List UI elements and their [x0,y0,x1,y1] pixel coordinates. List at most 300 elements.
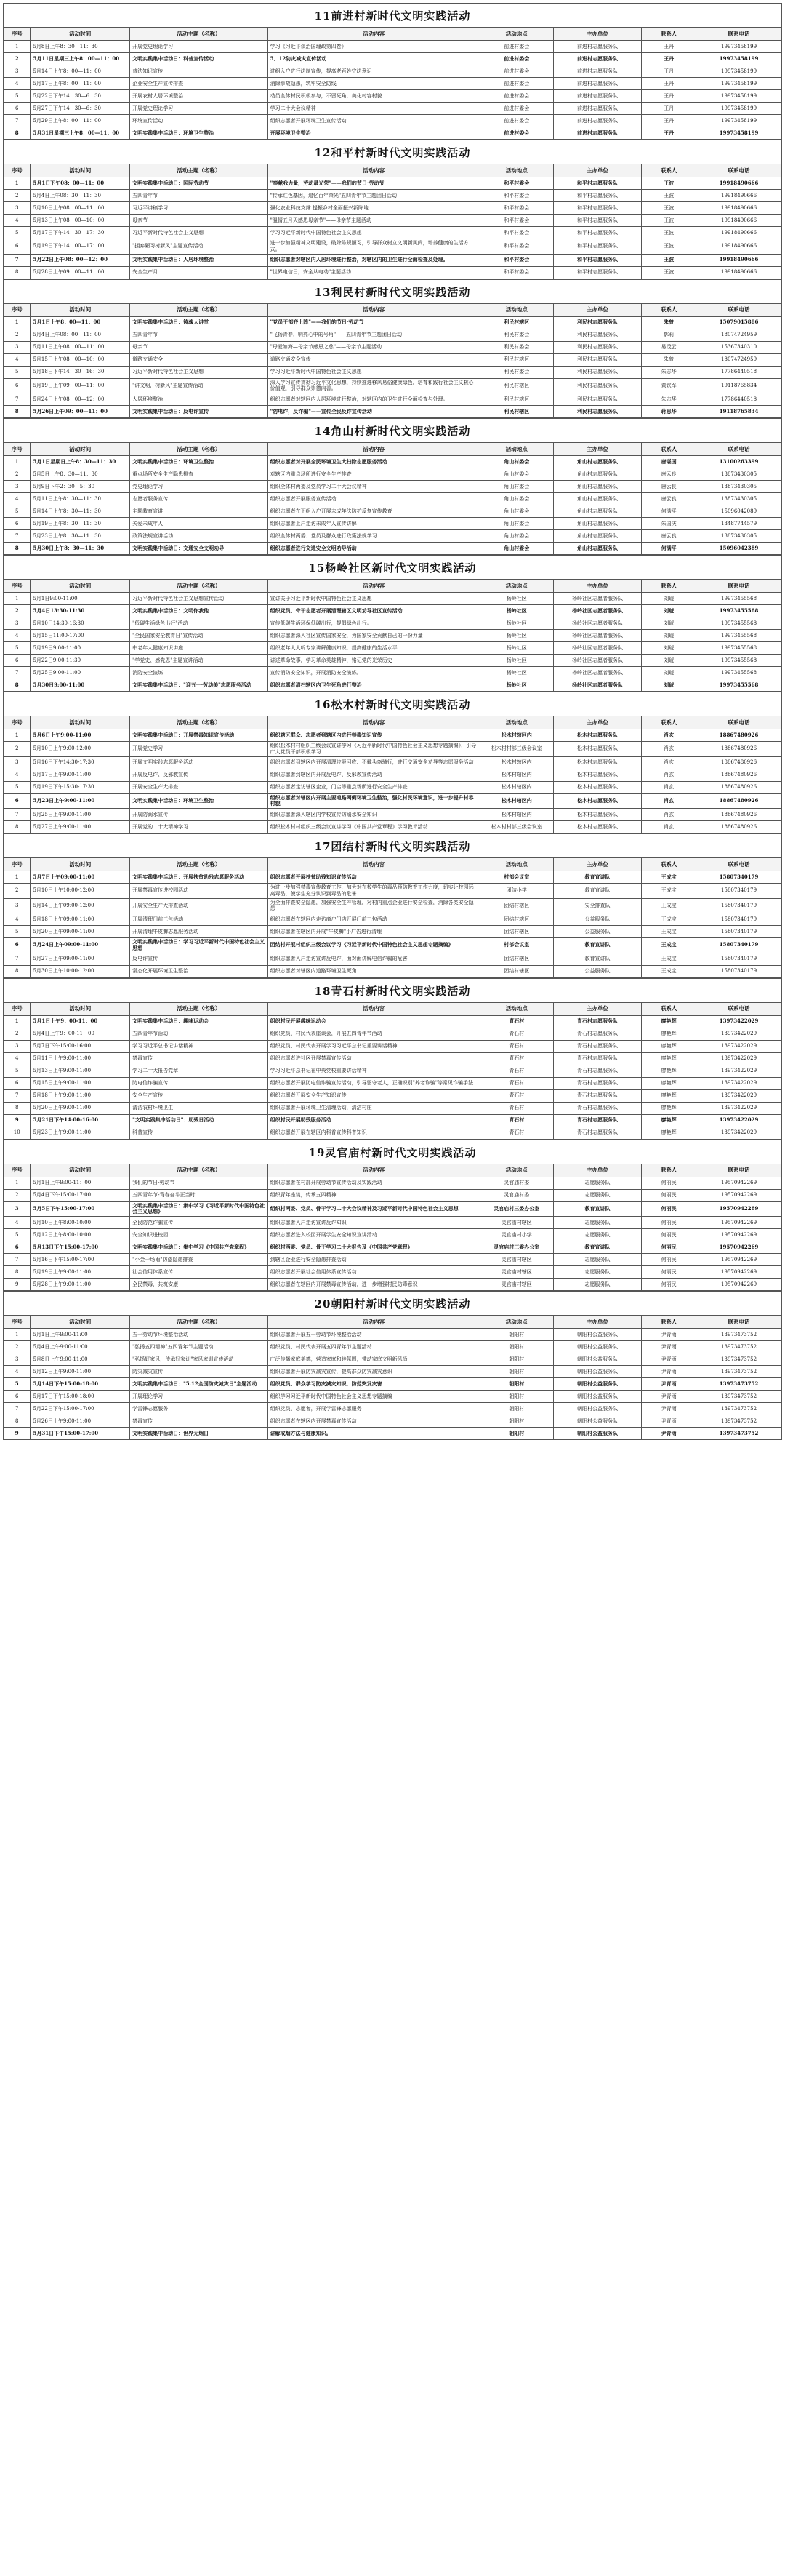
table-cell: 刘琥 [642,679,696,692]
table-row [4,1065,782,1077]
table-cell: 18074724959 [696,329,782,341]
column-header: 活动地点 [480,716,553,729]
table-cell: 朝阳村 [480,1341,553,1353]
table-cell: 利民村志愿服务队 [553,341,641,353]
column-header: 序号 [4,716,31,729]
table-cell: 开展安全生产大排查活动 [130,898,268,913]
table-cell: 13487744579 [696,518,782,530]
table-cell: 13973422029 [696,1077,782,1089]
table-cell: 环境宣传活动 [130,115,268,127]
table-cell: 安全排查队 [553,898,641,913]
table-row [4,871,782,884]
column-header: 主办单位 [553,164,641,177]
column-header: 联系人 [642,716,696,729]
table-cell: 利民村辖区 [480,406,553,418]
table-cell: 开展文明实践志愿服务活动 [130,756,268,769]
column-header: 联系人 [642,1164,696,1177]
table-row [4,617,782,630]
table-cell: 5月20日上午09:00-11:00 [31,926,130,938]
table-cell: 角山村志愿服务队 [553,530,641,543]
table-cell: 5月4日上午08：00—11：00 [31,329,130,341]
table-cell: 朱国庆 [642,518,696,530]
table-cell: 17786440518 [696,393,782,406]
table-cell: 18867480926 [696,821,782,833]
table-cell: 19918490666 [696,215,782,227]
table-cell: 5月1日9:00-11:00 [31,593,130,605]
table-cell: 4 [4,215,31,227]
table-cell: 5月4日上午08：30—11：30 [31,190,130,202]
table-cell: 易茂云 [642,341,696,353]
table-cell: 青石村 [480,1028,553,1040]
table-cell: 文明实践集中活动日："5.12全国防灾减灾日"主题活动 [130,1378,268,1391]
table-cell: 母亲节 [130,215,268,227]
table-cell: 19973455568 [696,667,782,679]
table-cell: 刘琥 [642,642,696,655]
table-cell: 6 [4,1391,31,1403]
table-cell: 7 [4,667,31,679]
table-row [4,406,782,418]
table-cell: 学雷锋志愿服务 [130,1403,268,1415]
table-row [4,1415,782,1428]
table-cell: 组织志愿者入户走访宣讲反电诈，面对面讲解电信诈骗的危害 [267,953,480,965]
table-cell: 文明实践集中活动日：集中学习《中国共产党章程》 [130,1241,268,1254]
table-cell: 15807340179 [696,898,782,913]
table-header-row [4,1316,782,1329]
table-cell: 尹青雨 [642,1391,696,1403]
table-row [4,202,782,215]
table-cell: 13973422029 [696,1052,782,1065]
table-cell: 杨岭社区 [480,617,553,630]
table-cell: 组织志愿者在下组入户开展未成年法防护反复宣传教育 [267,505,480,518]
table-cell: 4 [4,1052,31,1065]
table-cell: 防灾减灾宣传 [130,1366,268,1378]
table-cell: 9 [4,1428,31,1440]
column-header: 联系电话 [696,164,782,177]
table-cell: 开展党史学习 [130,742,268,757]
table-cell: 前进村志愿服务队 [553,115,641,127]
table-cell: 文明实践集中活动日：科普宣传活动 [130,53,268,65]
table-cell: 尹青雨 [642,1428,696,1440]
table-row [4,1391,782,1403]
table-cell: 刘琥 [642,630,696,642]
table-cell: 廖艳辉 [642,1077,696,1089]
table-cell: 5月14日上午8：00—11：00 [31,65,130,78]
table-cell: 安全生产月 [130,266,268,279]
table-cell: 8 [4,406,31,418]
table-cell: 文明实践集中活动日：趣味运动会 [130,1015,268,1028]
table-cell: 7 [4,1089,31,1102]
table-cell: 志愿服务队 [553,1279,641,1291]
table-cell: 朝阳村公益服务队 [553,1415,641,1428]
table-cell: 5月4日下午15:00-17:00 [31,1189,130,1201]
table-cell: 4 [4,630,31,642]
table-cell: 团结村辖区 [480,926,553,938]
table-cell: 5月23日上午9:00-11:00 [31,793,130,809]
table-cell: 青石村 [480,1077,553,1089]
table-cell: 开展清理牛皮癣志愿服务活动 [130,926,268,938]
activity-section [3,1291,782,1440]
table-cell: 5月11日上午8：30—11：30 [31,493,130,505]
table-cell: 廖艳辉 [642,1040,696,1052]
table-cell: 2 [4,53,31,65]
table-cell: 组织志愿者对辖区内人居环境进行整治，对辖区内的卫生进行全面检查与处理。 [267,393,480,406]
table-cell: 5月30日上午8：30—11：30 [31,543,130,555]
table-row [4,1428,782,1440]
table-cell: 团结村辖区 [480,965,553,977]
table-cell: 15807340179 [696,938,782,953]
table-cell: 朝阳村 [480,1415,553,1428]
table-cell: 组织志愿者对辖区内道路环境卫生死角 [267,965,480,977]
table-row [4,1177,782,1189]
table-cell: 朝阳村公益服务队 [553,1341,641,1353]
table-cell: 何丽民 [642,1217,696,1229]
activity-section [3,692,782,833]
table-cell: 1 [4,316,31,329]
table-row [4,1015,782,1028]
column-header: 活动主题（名称） [130,1002,268,1015]
table-row [4,630,782,642]
table-cell: 15807340179 [696,953,782,965]
table-cell: 利民村辖区 [480,378,553,393]
table-header-row [4,580,782,593]
column-header: 联系电话 [696,716,782,729]
column-header: 序号 [4,1316,31,1329]
table-cell: 5月26日上午09：00—11：00 [31,406,130,418]
table-cell: 19570942269 [696,1189,782,1201]
table-cell: 8 [4,965,31,977]
table-cell: 和平村委会 [480,177,553,190]
table-cell: 利民村志愿服务队 [553,316,641,329]
table-cell: 5月4日上午9：00-11：00 [31,1028,130,1040]
table-row [4,953,782,965]
table-cell: 5月22日下午15:00-17:00 [31,1403,130,1415]
table-cell: 和平村志愿服务队 [553,202,641,215]
column-header: 序号 [4,580,31,593]
table-cell: 黄钦军 [642,378,696,393]
table-cell: 利民村委会 [480,366,553,378]
table-cell: 王丹 [642,103,696,115]
table-cell: 19973455568 [696,679,782,692]
table-cell: 3 [4,481,31,493]
table-cell: 5月17日下午14：30—17：30 [31,227,130,239]
table-row [4,898,782,913]
table-row [4,667,782,679]
table-cell: 5月9日下午2：30—5：30 [31,481,130,493]
table-cell: 13973473752 [696,1353,782,1366]
table-cell: 尹青雨 [642,1378,696,1391]
table-cell: 利民村志愿服务队 [553,366,641,378]
table-cell: 村部会议室 [480,871,553,884]
table-cell: 13973422029 [696,1040,782,1052]
table-cell: 5月28日上午9:00-11:00 [31,1279,130,1291]
table-cell: 1 [4,593,31,605]
table-row [4,729,782,742]
column-header: 活动主题（名称） [130,443,268,456]
table-cell: 5月1日上午9：00-11：00 [31,1015,130,1028]
table-cell: 朝阳村 [480,1366,553,1378]
table-row [4,1077,782,1089]
column-header: 联系电话 [696,303,782,316]
table-cell: 灵官庙村小学 [480,1229,553,1241]
table-cell: 何丽民 [642,1189,696,1201]
table-cell: 廖艳辉 [642,1127,696,1139]
table-row [4,769,782,781]
section-title: 16松木村新时代文明实践活动 [3,692,782,716]
table-row [4,655,782,667]
table-cell: 5月15日上午08：00—10：00 [31,353,130,366]
table-cell: 广泛传播家庭美德，营造家庭和睦氛围，带动家庭文明新风尚 [267,1353,480,1366]
table-cell: 和平村委会 [480,239,553,255]
table-cell: 杨岭社区 [480,593,553,605]
section-title: 12和平村新时代文明实践活动 [3,140,782,164]
table-cell: 唐云良 [642,481,696,493]
table-cell: 政策法规宣讲活动 [130,530,268,543]
column-header: 活动主题（名称） [130,1316,268,1329]
table-cell: 8 [4,543,31,555]
table-cell: 5月11日上午08：00—11：00 [31,341,130,353]
table-cell: 志愿服务队 [553,1217,641,1229]
column-header: 主办单位 [553,28,641,41]
table-cell: 13973473752 [696,1391,782,1403]
table-cell: 对辖区内重点场所进行安全生产排查 [267,468,480,481]
table-cell: 青石村 [480,1114,553,1127]
table-cell: 朝阳村 [480,1378,553,1391]
table-cell: 开展防溺水宣传 [130,809,268,821]
table-cell: 松木村村部三级会议室 [480,742,553,757]
table-cell: 禁毒宣传 [130,1052,268,1065]
table-cell: 组织志愿者对辖区内人居环境进行整治，对辖区内的卫生进行全面检查及处理。 [267,254,480,266]
table-cell: 学习二十大会议精神 [267,103,480,115]
table-cell: 15096042089 [696,505,782,518]
column-header: 活动内容 [267,28,480,41]
table-cell: 朝阳村公益服务队 [553,1403,641,1415]
table-cell: 2 [4,468,31,481]
table-cell: "世界电信日，安全从电动"主题活动 [267,266,480,279]
table-cell: 文明实践集中活动日：环境卫生整治 [130,127,268,140]
table-cell: 6 [4,1241,31,1254]
table-cell: 杨岭社区志愿者服务队 [553,617,641,630]
table-cell: 19570942269 [696,1241,782,1254]
column-header: 活动地点 [480,303,553,316]
table-cell: 五四青年节 [130,329,268,341]
table-cell: 9 [4,1114,31,1127]
table-cell: 组织志愿者对开展全民环境卫生大扫除志愿服务活动 [267,456,480,468]
table-cell: 王波 [642,254,696,266]
table-row [4,378,782,393]
column-header: 活动内容 [267,1002,480,1015]
table-cell: 志愿服务队 [553,1254,641,1266]
table-cell: 15096042389 [696,543,782,555]
table-cell: 组织志愿者上户走访未成年人宣传讲解 [267,518,480,530]
table-cell: 和平村委会 [480,266,553,279]
table-row [4,239,782,255]
table-row [4,254,782,266]
table-cell: 团结村辖区 [480,953,553,965]
table-cell: 19118765834 [696,378,782,393]
table-cell: 5 [4,1065,31,1077]
table-cell: 5月24日上午08：00—12：00 [31,393,130,406]
table-cell: 5月13日上午9:00-11:00 [31,1065,130,1077]
column-header: 联系电话 [696,1316,782,1329]
table-cell: 9 [4,1279,31,1291]
table-cell: 廖艳辉 [642,1089,696,1102]
table-cell: 灵官庙村三委办公室 [480,1201,553,1217]
table-cell: "拥弃陋习树新风"主题宣传活动 [130,239,268,255]
table-cell: 13973422029 [696,1127,782,1139]
table-cell: 组织松木村村组织三级会议宣讲学习《中国共产党章程》学习教育活动 [267,821,480,833]
table-cell: 志愿服务队 [553,1189,641,1201]
table-cell: 5月22日下午14：30—6：30 [31,90,130,103]
table-row [4,468,782,481]
table-cell: 13973473752 [696,1329,782,1341]
table-cell: 5月10日上午9:00-12:00 [31,742,130,757]
table-cell: 教育宣讲队 [553,938,641,953]
table-cell: 朝阳村 [480,1403,553,1415]
table-cell: 何丽民 [642,1177,696,1189]
table-header-row [4,1164,782,1177]
table-cell: 5月1日上午8：00—11：00 [31,316,130,329]
table-cell: 组织志愿者在辖区内开展"牛皮癣"小广告进行清理 [267,926,480,938]
column-header: 活动主题（名称） [130,580,268,593]
table-cell: 19973455568 [696,630,782,642]
table-cell: 13973473752 [696,1366,782,1378]
table-cell: 利民村辖区 [480,353,553,366]
table-cell: 15807340179 [696,926,782,938]
table-cell: 5 [4,227,31,239]
section-title: 14角山村新时代文明实践活动 [3,418,782,442]
table-cell: 13973473752 [696,1428,782,1440]
table-cell: 2 [4,190,31,202]
table-row [4,913,782,926]
table-cell: 文明实践集中活动日：集中学习《习近平新时代中国特色社会主义思想》 [130,1201,268,1217]
table-cell: 青石村志愿服务队 [553,1065,641,1077]
column-header: 活动地点 [480,580,553,593]
table-cell: 前进村志愿服务队 [553,41,641,53]
table-header-row [4,716,782,729]
table-cell: 角山村委会 [480,481,553,493]
column-header: 活动内容 [267,303,480,316]
table-cell: 19570942269 [696,1177,782,1189]
table-cell: 18867480926 [696,781,782,793]
table-cell: 松木村志愿服务队 [553,742,641,757]
table-cell: 文明实践集中活动日：环境卫生整治 [130,456,268,468]
table-cell: 19570942269 [696,1266,782,1279]
activity-table [3,1002,782,1140]
activity-table [3,1164,782,1292]
table-cell: 五一劳动节环境整治活动 [130,1329,268,1341]
table-cell: 5月16日下午14:30-17:30 [31,756,130,769]
table-cell: 19918490666 [696,239,782,255]
table-cell: 5月12日上午8:00-10:00 [31,1229,130,1241]
table-cell: 和平村志愿服务队 [553,239,641,255]
table-cell: 廖艳辉 [642,1052,696,1065]
table-cell: 6 [4,1077,31,1089]
table-cell: 组织志愿者进行交通安全文明劝导活动 [267,543,480,555]
table-cell: "奉献我力量，劳动最光荣"——我们的节日·劳动节 [267,177,480,190]
table-cell: 常态化开展环境卫生整治 [130,965,268,977]
table-cell: 13100263399 [696,456,782,468]
table-cell: 利民村辖区 [480,393,553,406]
table-cell: 消防安全演练 [130,667,268,679]
table-cell: 组织党员、村民代表开展五四青年节主题活动 [267,1341,480,1353]
column-header: 联系电话 [696,443,782,456]
table-cell: 1 [4,1329,31,1341]
table-cell: 灵官庙村辖区 [480,1266,553,1279]
table-cell: 5月24日上午09:00-11:00 [31,938,130,953]
column-header: 活动地点 [480,443,553,456]
activity-table [3,716,782,833]
column-header: 活动地点 [480,164,553,177]
table-cell: 朱志华 [642,366,696,378]
table-cell: 宣讲关于习近平新时代中国特色社会主义思想 [267,593,480,605]
table-cell: 组织志愿者开展环境卫生清理活动，清洁村庄 [267,1102,480,1114]
section-title: 18青石村新时代文明实践活动 [3,978,782,1002]
column-header: 活动主题（名称） [130,164,268,177]
table-cell: 学习习近平新时代中国特色社会主义思想 [267,366,480,378]
table-cell: 强化农业科技支撑 提振乡村全面振兴新阵地 [267,202,480,215]
table-cell: 13973473752 [696,1341,782,1353]
table-cell: 前进村委会 [480,90,553,103]
table-cell: 廖艳辉 [642,1114,696,1127]
table-cell: 杨岭社区志愿者服务队 [553,679,641,692]
table-cell: 19973458199 [696,90,782,103]
table-cell: 5月7日上午09:00-11:00 [31,871,130,884]
table-cell: 文明实践集中活动日：世界无烟日 [130,1428,268,1440]
table-cell: 和平村志愿服务队 [553,190,641,202]
column-header: 序号 [4,164,31,177]
activity-table [3,303,782,419]
table-cell: 角山村委会 [480,456,553,468]
table-cell: 禁毒宣传 [130,1415,268,1428]
table-cell: 和平村志愿服务队 [553,227,641,239]
table-cell: 19973458199 [696,115,782,127]
column-header: 联系人 [642,1316,696,1329]
table-cell: 18867480926 [696,756,782,769]
table-cell: 13873430305 [696,530,782,543]
column-header: 活动内容 [267,716,480,729]
table-cell: 4 [4,78,31,90]
table-cell: 朝阳村 [480,1329,553,1341]
table-row [4,53,782,65]
table-cell: 5月28日上午09：00—11：00 [31,266,130,279]
table-row [4,90,782,103]
column-header: 主办单位 [553,716,641,729]
table-cell: 王波 [642,215,696,227]
table-cell: 灵官庙村辖区 [480,1254,553,1266]
table-cell: 18867480926 [696,809,782,821]
table-cell: 教育宣讲队 [553,871,641,884]
table-cell: 杨岭社区 [480,642,553,655]
table-cell: 学习习近平新时代中国特色社会主义思想 [267,227,480,239]
table-cell: 开展党史理论学习 [130,103,268,115]
table-cell: 公益服务队 [553,913,641,926]
table-cell: 6 [4,938,31,953]
table-cell: 组织志愿者开展在辖区内科普宣传科普知识 [267,1127,480,1139]
table-cell: 青石村 [480,1127,553,1139]
table-cell: 组织志愿者在辖区内开展禁毒宣传活动，进一步增强村民防毒意识 [267,1279,480,1291]
table-cell: 19973458199 [696,78,782,90]
table-cell: 5月6日上午9:00-11:00 [31,729,130,742]
table-cell: 18867480926 [696,793,782,809]
table-cell: 19973455568 [696,642,782,655]
table-header-row [4,164,782,177]
table-cell: 学习《习近平谈治国理政第四卷》 [267,41,480,53]
table-cell: 组织志愿者进社区开展禁毒宣传活动 [267,1052,480,1065]
column-header: 活动地点 [480,1002,553,1015]
table-cell: 8 [4,1266,31,1279]
column-header: 序号 [4,303,31,316]
table-cell: 何丽民 [642,1279,696,1291]
